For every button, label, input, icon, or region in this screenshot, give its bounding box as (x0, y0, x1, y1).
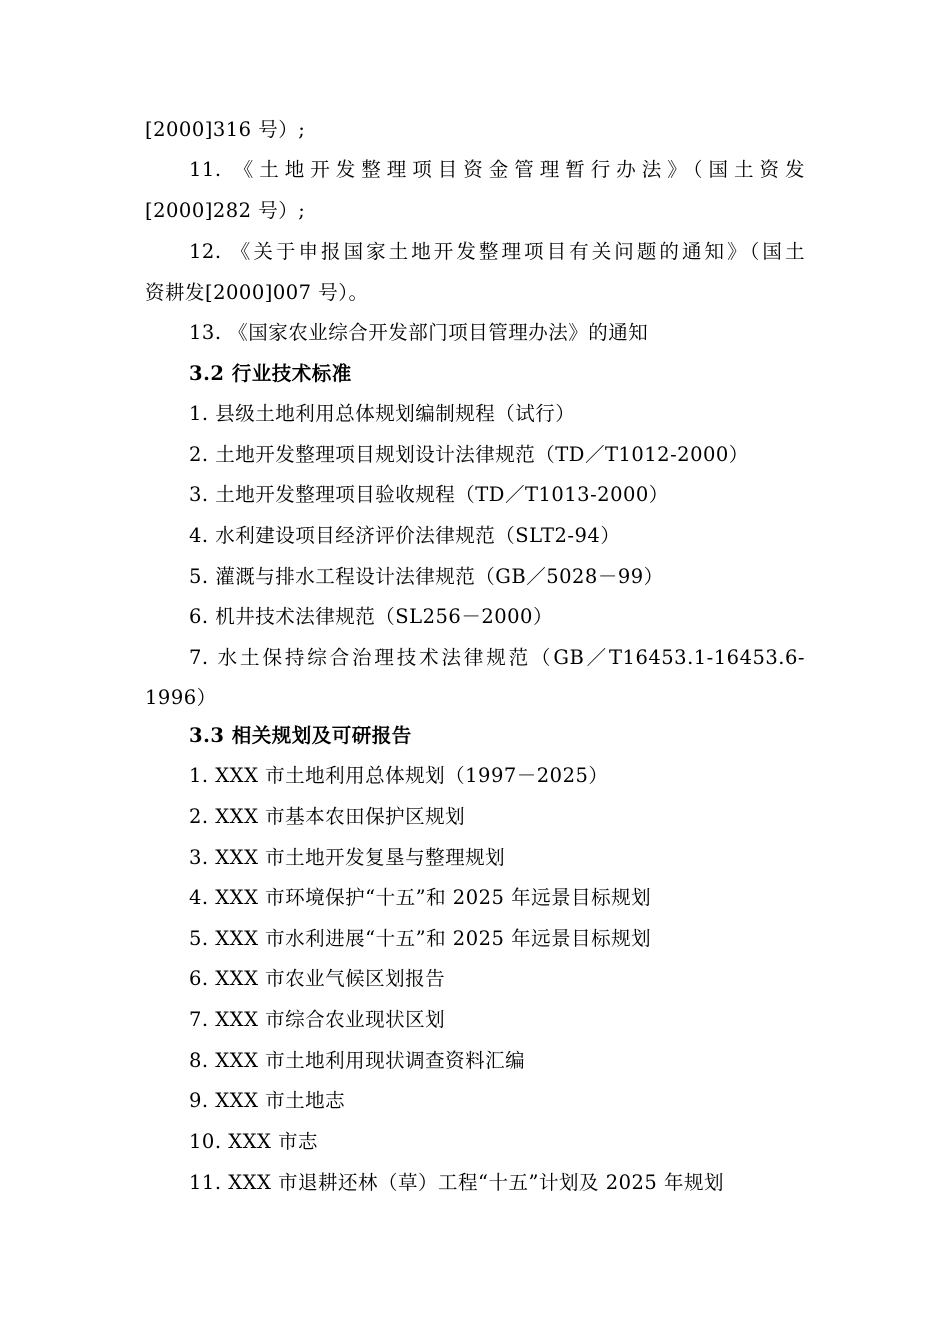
list-item: 6. XXX 市农业气候区划报告 (189, 967, 446, 990)
list-item: 7. 水土保持综合治理技术法律规范（GB／T16453.1-16453.6- (189, 646, 805, 669)
list-item: 9. XXX 市土地志 (189, 1089, 346, 1112)
list-item: 10. XXX 市志 (189, 1130, 319, 1153)
section-heading: 3.2 行业技术标准 (189, 362, 352, 385)
list-item: 8. XXX 市土地利用现状调查资料汇编 (189, 1049, 526, 1072)
text-line: 1996） (145, 686, 217, 709)
list-item: 1. 县级土地利用总体规划编制规程（试行） (189, 402, 576, 425)
list-item: 7. XXX 市综合农业现状区划 (189, 1008, 446, 1031)
list-item: 3. 土地开发整理项目验收规程（TD／T1013-2000） (189, 483, 669, 506)
text-line: [2000]316 号）; (145, 118, 306, 141)
list-item: 6. 机井技术法律规范（SL256－2000） (189, 605, 553, 628)
list-item: 1. XXX 市土地利用总体规划（1997－2025） (189, 764, 609, 787)
list-item: 5. XXX 市水利进展“十五”和 2025 年远景目标规划 (189, 927, 652, 950)
list-item: 11. XXX 市退耕还林（草）工程“十五”计划及 2025 年规划 (189, 1171, 725, 1194)
section-heading: 3.3 相关规划及可研报告 (189, 724, 412, 747)
list-item: 13. 《国家农业综合开发部门项目管理办法》的通知 (189, 321, 649, 344)
list-item: 5. 灌溉与排水工程设计法律规范（GB／5028－99） (189, 565, 664, 588)
list-item: 11. 《土地开发整理项目资金管理暂行办法》（国土资发 (189, 158, 805, 181)
list-item: 3. XXX 市土地开发复垦与整理规划 (189, 846, 506, 869)
text-line: 资耕发[2000]007 号）。 (145, 281, 369, 304)
list-item: 2. 土地开发整理项目规划设计法律规范（TD／T1012-2000） (189, 443, 749, 466)
list-item: 2. XXX 市基本农田保护区规划 (189, 805, 466, 828)
list-item: 12. 《关于申报国家土地开发整理项目有关问题的通知》（国土 (189, 240, 805, 263)
list-item: 4. 水利建设项目经济评价法律规范（SLT2-94） (189, 524, 621, 547)
list-item: 4. XXX 市环境保护“十五”和 2025 年远景目标规划 (189, 886, 652, 909)
text-line: [2000]282 号）; (145, 199, 306, 222)
